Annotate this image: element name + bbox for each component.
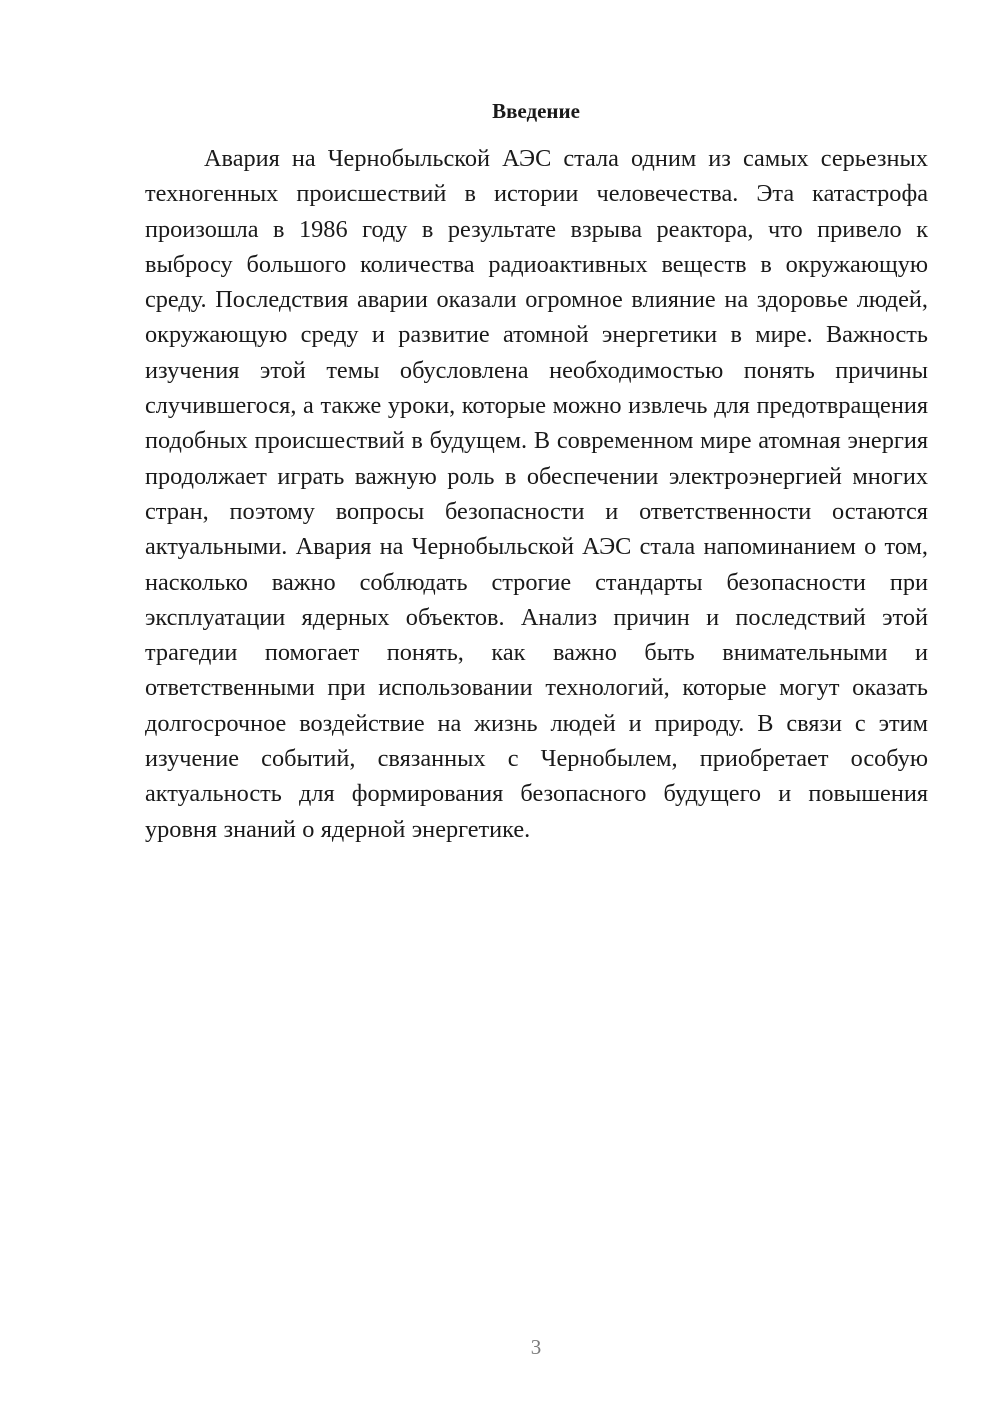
page-number: 3 bbox=[530, 1335, 542, 1359]
section-heading: Введение bbox=[492, 99, 580, 123]
body-paragraph: Авария на Чернобыльской АЭС стала одним из самых серьезных техногенных происшествий в истории человечества. Эта катастрофа произошла в 1986 году в результате взрыва реактора, что привело к выбросу большого количества радиоактивных веществ в окружающую среду. Последствия аварии оказали огромное влияние на здоровье людей, окружающую среду и развитие атомной энергетики в мире. Важность изучения этой темы обусловлена необходимостью понять причины случившегося, а также уроки, которые можно извлечь для предотвращения подобных происшествий в будущем. В современном мире атомная энергия продолжает играть важную роль в обеспечении электроэнергией многих стран, поэтому вопросы безопасности и ответственности остаются актуальными. Авария на Чернобыльской АЭС стала напоминанием о том, насколько важно соблюдать строгие стандарты безопасности при эксплуатации ядерных объектов. Анализ причин и последствий этой трагедии помогает понять, как важно быть внимательными и ответственными при использовании технологий, которые могут оказать долгосрочное воздействие на жизнь людей и природу. В связи с этим изучение событий, связанных с Чернобылем, приобретает особую актуальность для формирования безопасного будущего и повышения уровня знаний о ядерной энергетике. bbox=[145, 145, 928, 843]
